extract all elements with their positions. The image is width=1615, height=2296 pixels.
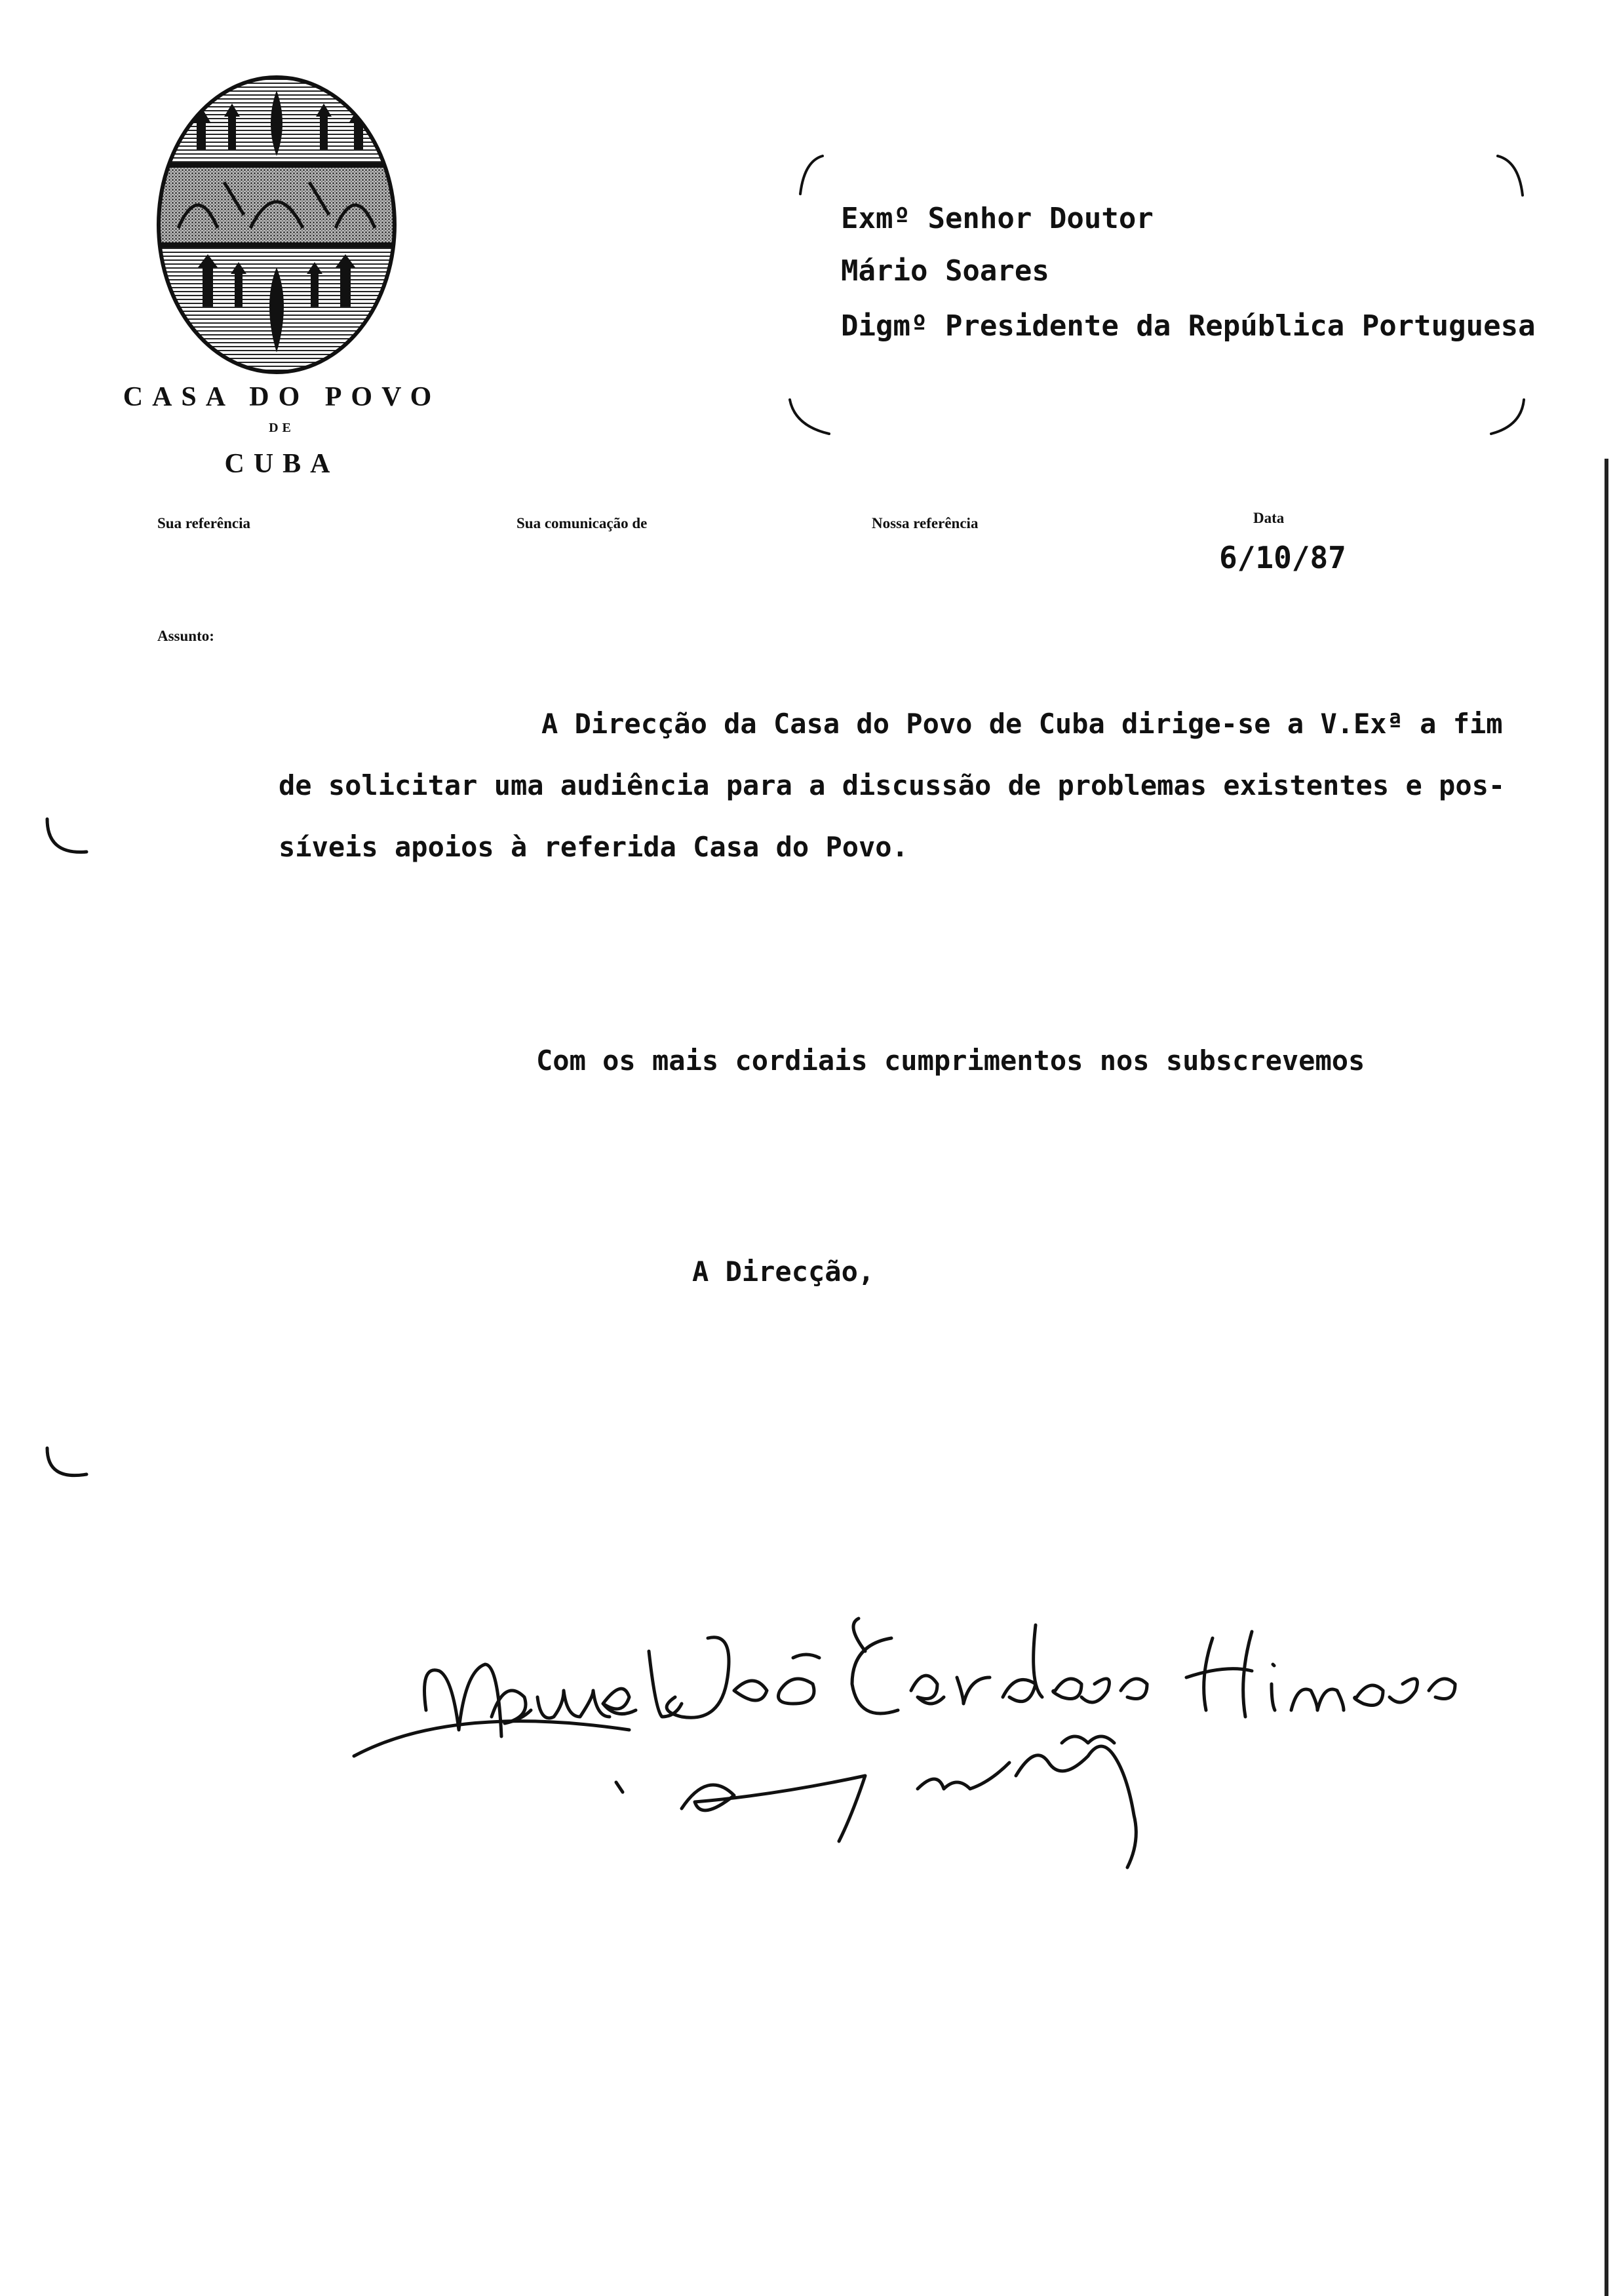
address-window-marks xyxy=(783,151,1537,439)
body-line-3: síveis apoios à referida Casa do Povo. xyxy=(279,831,908,863)
sign-off: A Direcção, xyxy=(692,1255,875,1288)
margin-mark-2 xyxy=(41,1428,100,1487)
closing-line: Com os mais cordiais cumprimentos nos subscrevemos xyxy=(536,1044,1365,1077)
org-name-line-3: CUBA xyxy=(224,449,340,479)
page-edge-line xyxy=(1605,459,1608,2296)
your-communication-label: Sua comunicação de xyxy=(516,515,648,531)
crest-emblem xyxy=(152,71,401,379)
handwritten-signature xyxy=(341,1612,1481,1913)
date-value: 6/10/87 xyxy=(1219,540,1346,575)
your-reference-label: Sua referência xyxy=(157,515,251,531)
date-label: Data xyxy=(1253,510,1285,526)
body-line-1: A Direcção da Casa do Povo de Cuba dirige-se a V.Exª a fim xyxy=(541,708,1503,740)
org-name-line-1: CASA DO POVO xyxy=(123,382,441,412)
our-reference-label: Nossa referência xyxy=(872,515,979,531)
body-line-2: de solicitar uma audiência para a discussão de problemas existentes e pos- xyxy=(279,769,1506,801)
recipient-line-2: Mário Soares xyxy=(841,254,1049,288)
org-name-line-2: DE xyxy=(269,421,295,435)
subject-label: Assunto: xyxy=(157,628,214,644)
recipient-line-3: Digmº Presidente da República Portuguesa xyxy=(841,309,1536,343)
recipient-line-1: Exmº Senhor Doutor xyxy=(841,202,1154,235)
margin-mark-1 xyxy=(41,806,100,865)
